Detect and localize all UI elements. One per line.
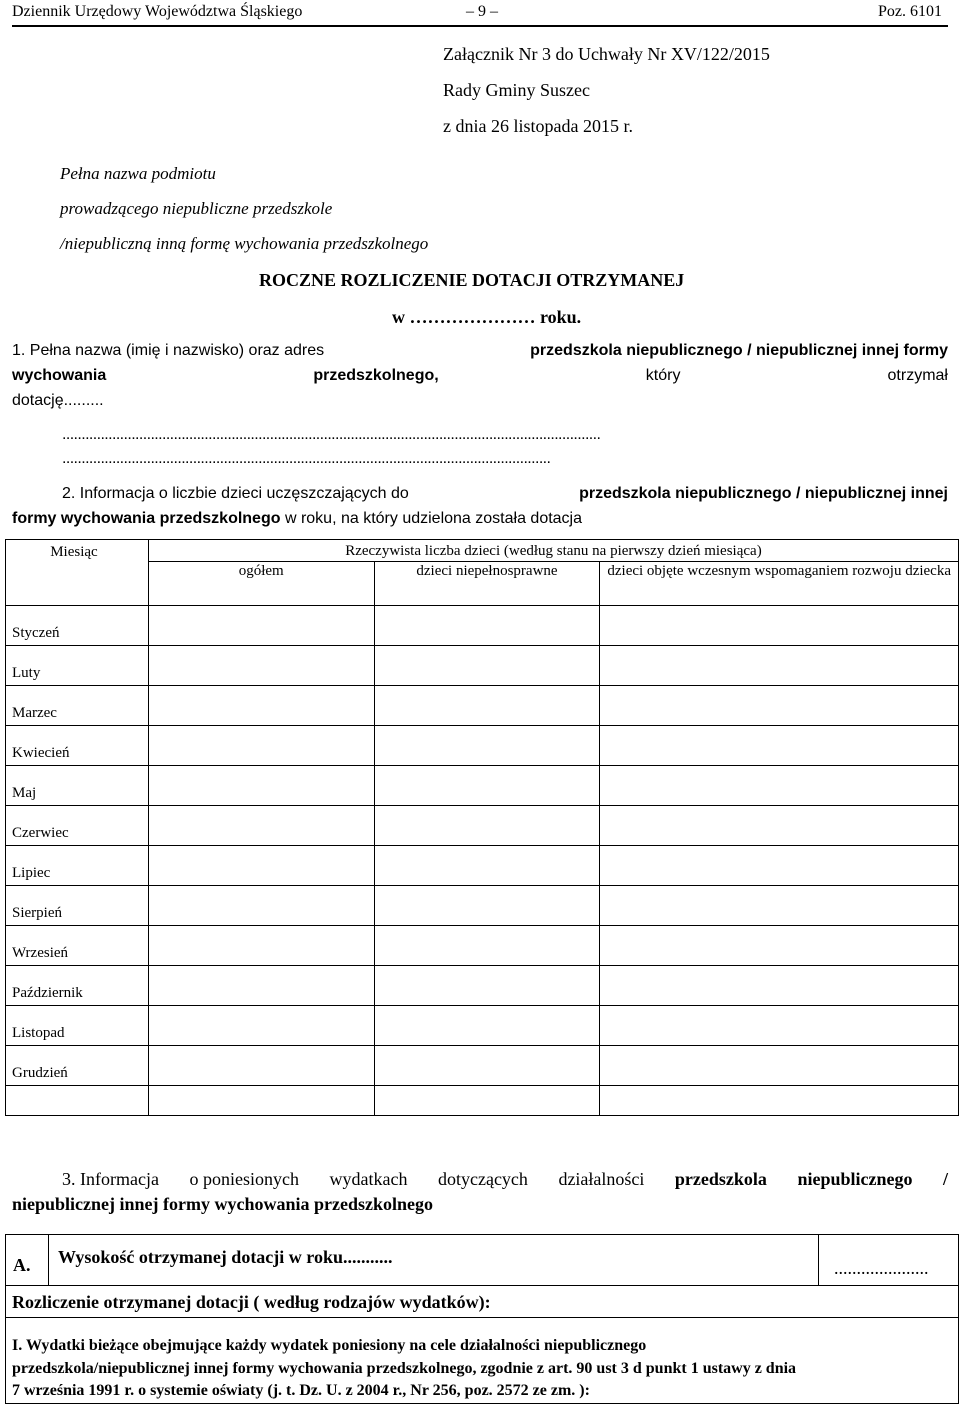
table-row: [6, 1046, 959, 1086]
section3-line-2: niepublicznej innej formy wychowania przedszkolnego: [12, 1194, 433, 1214]
settlement-label: Rozliczenie otrzymanej dotacji ( według rodzajów wydatków):: [12, 1292, 491, 1312]
section1-word-4: otrzymał: [887, 367, 948, 384]
total-cell: [148, 606, 374, 646]
grant-letter: A.: [13, 1255, 31, 1275]
section1-prefix: 1. Pełna nazwa (imię i nazwisko) oraz adres: [12, 342, 325, 359]
col-total-header: ogółem: [148, 562, 374, 606]
early-support-cell: [600, 1006, 959, 1046]
year-line: w ………………… roku.: [392, 307, 582, 327]
section3-bold-3: /: [942, 1169, 948, 1189]
month-label: Sierpień: [6, 886, 149, 926]
blank-cell: [148, 1086, 374, 1116]
section3-word-4: dotyczących: [437, 1169, 528, 1189]
table-row: [6, 806, 959, 846]
disabled-cell: [374, 726, 600, 766]
month-label: Lipiec: [6, 846, 149, 886]
disabled-cell: [374, 1046, 600, 1086]
disabled-cell: [374, 766, 600, 806]
section3-line-1: [62, 1169, 948, 1190]
total-cell: [148, 766, 374, 806]
children-count-table: [5, 539, 959, 1116]
disabled-cell: [374, 806, 600, 846]
table-row: [6, 926, 959, 966]
total-cell: [148, 1046, 374, 1086]
total-cell: [148, 1006, 374, 1046]
early-support-cell: [600, 646, 959, 686]
section1-line-1: [12, 342, 948, 360]
month-label: Listopad: [6, 1006, 149, 1046]
early-support-cell: [600, 686, 959, 726]
section3-bold-2: niepublicznego: [797, 1169, 913, 1189]
table-row: [6, 686, 959, 726]
section2-prefix: 2. Informacja o liczbie dzieci uczęszczających do: [62, 485, 409, 502]
section1-line-2: [12, 367, 948, 385]
table-row: [6, 1006, 959, 1046]
total-cell: [148, 926, 374, 966]
journal-name: Dziennik Urzędowy Województwa Śląskiego: [12, 3, 303, 20]
section3-word-5: działalności: [558, 1169, 645, 1189]
attachment-line-3: z dnia 26 listopada 2015 r.: [443, 116, 633, 136]
section3-word-3: wydatkach: [329, 1169, 408, 1189]
month-label: Czerwiec: [6, 806, 149, 846]
section2-suffix: w roku, na który udzielona została dotacja: [284, 510, 583, 527]
disabled-cell: [374, 606, 600, 646]
month-header: Miesiąc: [6, 540, 149, 606]
early-support-cell: [600, 766, 959, 806]
early-support-cell: [600, 606, 959, 646]
total-cell: [148, 846, 374, 886]
total-cell: [148, 806, 374, 846]
month-label: Maj: [6, 766, 149, 806]
col-disabled-header: dzieci niepełnosprawne: [374, 562, 600, 606]
header-divider: [12, 25, 948, 27]
month-label: Grudzień: [6, 1046, 149, 1086]
early-support-cell: [600, 966, 959, 1006]
early-support-cell: [600, 806, 959, 846]
expenses-line-1: I. Wydatki bieżące obejmujące każdy wydatek poniesiony na cele działalności niepublicznego: [12, 1337, 647, 1354]
table-row: [6, 606, 959, 646]
table-row: [6, 846, 959, 886]
section2-line-2: [12, 510, 582, 528]
blank-month-cell: [6, 1086, 149, 1116]
grant-value: .....................: [834, 1258, 929, 1278]
month-label: Styczeń: [6, 606, 149, 646]
early-support-cell: [600, 846, 959, 886]
expenses-line-3: 7 września 1991 r. o systemie oświaty (j. t. Dz. U. z 2004 r., Nr 256, poz. 2572 ze zm. ):: [12, 1382, 590, 1399]
entity-line-3: /niepubliczną inną formę wychowania przedszkolnego: [60, 234, 429, 253]
total-cell: [148, 646, 374, 686]
early-support-cell: [600, 1046, 959, 1086]
section1-word-3: który: [645, 367, 681, 384]
table-row: [6, 726, 959, 766]
month-label: Marzec: [6, 686, 149, 726]
blank-cell: [600, 1086, 959, 1116]
table-row: [6, 886, 959, 926]
table-row: [6, 966, 959, 1006]
page-number: – 9 –: [466, 3, 498, 20]
expenses-line-2: przedszkola/niepublicznej innej formy wychowania przedszkolnego, zgodnie z art. 90 ust 3 d punkt 1 ustawy z dnia: [12, 1360, 797, 1377]
section1-word-2: przedszkolnego,: [313, 367, 439, 384]
section2-bold-2: formy wychowania przedszkolnego: [12, 510, 281, 527]
early-support-cell: [600, 926, 959, 966]
section1-word-1: wychowania: [12, 367, 107, 384]
position-number: Poz. 6101: [878, 3, 942, 20]
month-label: Październik: [6, 966, 149, 1006]
entity-line-2: prowadzącego niepubliczne przedszkole: [60, 199, 333, 218]
month-label: Kwiecień: [6, 726, 149, 766]
attachment-line-2: Rady Gminy Suszec: [443, 80, 590, 100]
document-title: ROCZNE ROZLICZENIE DOTACJI OTRZYMANEJ: [259, 270, 685, 290]
attachment-line-1: Załącznik Nr 3 do Uchwały Nr XV/122/2015: [443, 44, 770, 64]
disabled-cell: [374, 846, 600, 886]
disabled-cell: [374, 686, 600, 726]
table-row: [6, 766, 959, 806]
group-header: Rzeczywista liczba dzieci (według stanu na pierwszy dzień miesiąca): [148, 540, 958, 562]
col-early-support-header: dzieci objęte wczesnym wspomaganiem rozwoju dziecka: [600, 562, 959, 606]
table-row: [6, 646, 959, 686]
section3-word-1: 3. Informacja: [62, 1169, 159, 1189]
section2-line-1: [62, 485, 948, 503]
total-cell: [148, 686, 374, 726]
disabled-cell: [374, 926, 600, 966]
early-support-cell: [600, 726, 959, 766]
section1-dots-1: ............................................................................................................................................: [62, 426, 601, 443]
section2-bold-1: przedszkola niepublicznego / niepublicznej innej: [579, 485, 948, 502]
section1-line-3: dotację.........: [12, 392, 104, 409]
month-label: Luty: [6, 646, 149, 686]
section1-dots-2: ...............................................................................................................................: [62, 450, 551, 467]
disabled-cell: [374, 646, 600, 686]
grant-label: Wysokość otrzymanej dotacji w roku...........: [58, 1247, 393, 1267]
month-label: Wrzesień: [6, 926, 149, 966]
section1-bold: przedszkola niepublicznego / niepublicznej innej formy: [530, 342, 948, 359]
blank-cell: [374, 1086, 600, 1116]
total-cell: [148, 886, 374, 926]
disabled-cell: [374, 1006, 600, 1046]
total-cell: [148, 726, 374, 766]
entity-line-1: Pełna nazwa podmiotu: [60, 164, 216, 183]
early-support-cell: [600, 886, 959, 926]
section3-bold-1: przedszkola: [674, 1169, 767, 1189]
section3-word-2: o poniesionych: [189, 1169, 299, 1189]
total-cell: [148, 966, 374, 1006]
disabled-cell: [374, 966, 600, 1006]
disabled-cell: [374, 886, 600, 926]
